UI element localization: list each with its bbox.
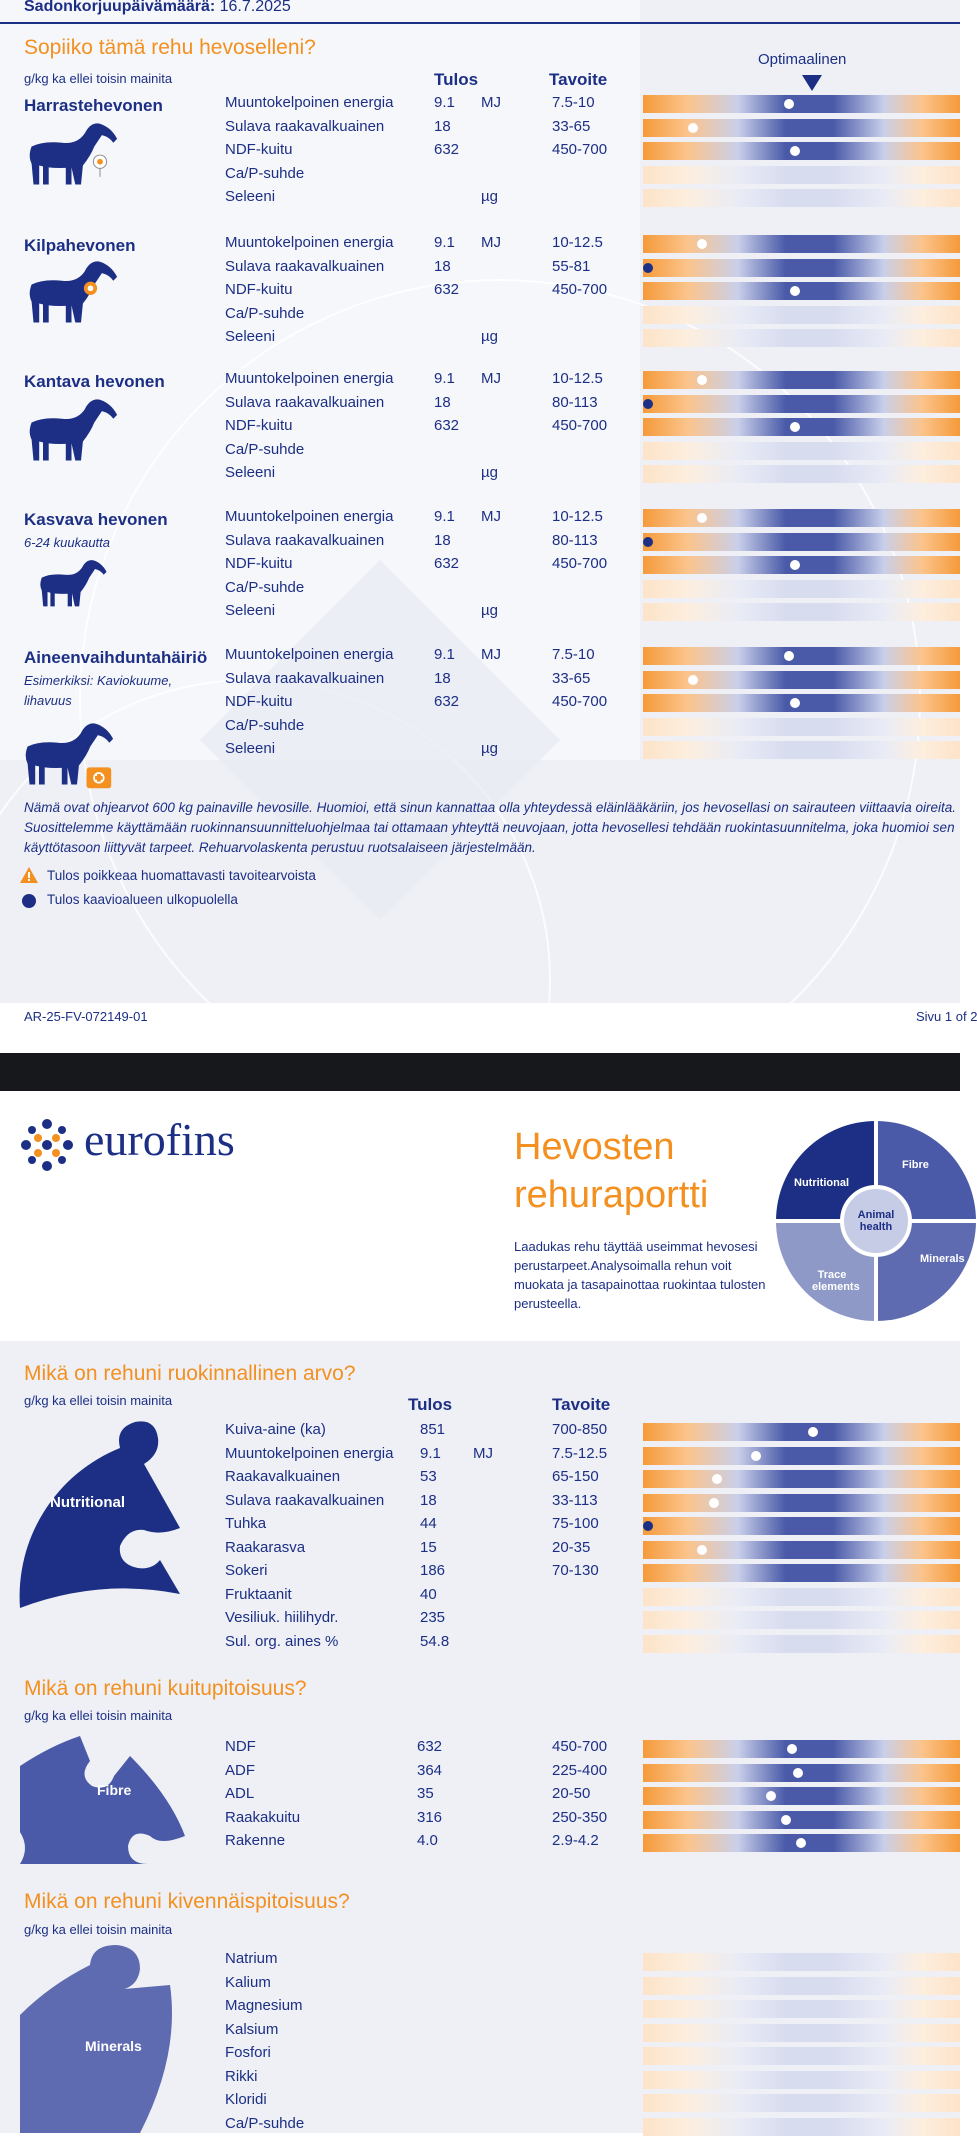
fibre-target: 250-350 bbox=[552, 1808, 608, 1826]
parameter-value: 632 bbox=[434, 417, 460, 434]
parameter-bar-dot bbox=[784, 651, 794, 661]
nutritional-puzzle-icon bbox=[20, 1418, 180, 1608]
nutritional-label: Tuhka bbox=[225, 1515, 267, 1532]
page1-footer-area bbox=[0, 1003, 977, 1053]
nutritional-bar-dot bbox=[709, 1498, 719, 1508]
nutritional-target: 65-150 bbox=[552, 1468, 599, 1485]
nutritional-value: 53 bbox=[420, 1468, 437, 1485]
parameter-label: Seleeni bbox=[225, 740, 276, 757]
horse-icon bbox=[24, 118, 119, 194]
nutritional-label: Muuntokelpoinen energia bbox=[225, 1444, 394, 1462]
parameter-value: 9.1 bbox=[434, 234, 455, 251]
mineral-label: Kalium bbox=[225, 1973, 271, 1991]
eurofins-logo-text: eurofins bbox=[84, 1114, 235, 1165]
fibre-target: 20-50 bbox=[552, 1785, 591, 1802]
nutritional-col-target: Tavoite bbox=[552, 1395, 611, 1414]
fibre-puzzle-label: Fibre bbox=[97, 1782, 132, 1798]
mineral-bar bbox=[643, 1953, 960, 1971]
parameter-target: 7.5-10 bbox=[552, 646, 595, 663]
nutritional-puzzle-label: Nutritional bbox=[50, 1494, 125, 1511]
fibre-value: 4.0 bbox=[417, 1832, 438, 1849]
fibre-bar bbox=[643, 1764, 960, 1782]
parameter-target: 450-700 bbox=[552, 141, 608, 158]
parameter-bar-dot bbox=[790, 560, 800, 570]
nutritional-bar bbox=[643, 1564, 960, 1582]
fibre-bar bbox=[643, 1811, 960, 1829]
mineral-label: Kloridi bbox=[225, 2091, 267, 2108]
nutritional-unit-note: g/kg ka ellei toisin mainita bbox=[24, 1393, 173, 1408]
category-name: Kantava hevonen bbox=[24, 372, 165, 391]
nutritional-col-result: Tulos bbox=[408, 1395, 453, 1414]
parameter-bar bbox=[643, 329, 960, 347]
nutritional-label: Sulava raakavalkuainen bbox=[225, 1491, 385, 1509]
fibre-target: 225-400 bbox=[552, 1761, 608, 1779]
category-name: Kilpahevonen bbox=[24, 236, 136, 255]
fibre-value: 316 bbox=[417, 1808, 443, 1826]
category-name: Kasvava hevonen bbox=[24, 510, 168, 529]
parameter-bar bbox=[643, 418, 960, 436]
nutritional-label: Fruktaanit bbox=[225, 1585, 292, 1603]
parameter-bar-dot bbox=[790, 422, 800, 432]
report-title-line2: rehuraportti bbox=[514, 1174, 709, 1216]
parameter-bar-dot bbox=[688, 123, 698, 133]
harvest-date-line bbox=[24, 0, 291, 16]
parameter-label: Sulava raakavalkuainen bbox=[225, 117, 385, 135]
parameter-value: 9.1 bbox=[434, 94, 455, 111]
nutritional-target: 20-35 bbox=[552, 1538, 591, 1556]
optimal-label: Optimaalinen bbox=[758, 51, 847, 68]
parameter-bar bbox=[643, 142, 960, 160]
parameter-label: Muuntokelpoinen energia bbox=[225, 370, 394, 387]
parameter-label: Muuntokelpoinen energia bbox=[225, 234, 394, 251]
nutritional-target: 70-130 bbox=[552, 1562, 599, 1579]
parameter-unit: µg bbox=[481, 740, 498, 757]
parameter-value: 18 bbox=[434, 531, 451, 549]
nutritional-label: Sokeri bbox=[225, 1562, 268, 1579]
report-title bbox=[514, 1123, 708, 1219]
fibre-bar-dot bbox=[796, 1838, 806, 1848]
nutritional-bar bbox=[643, 1517, 960, 1535]
parameter-value: 632 bbox=[434, 281, 460, 298]
parameter-unit: µg bbox=[481, 602, 498, 619]
report-title-line1: Hevosten bbox=[514, 1126, 675, 1168]
fibre-label: Raakakuitu bbox=[225, 1808, 301, 1826]
mineral-label: Rikki bbox=[225, 2067, 258, 2085]
mineral-label: Fosfori bbox=[225, 2044, 271, 2061]
parameter-value: 9.1 bbox=[434, 646, 455, 663]
footer-report-id: AR-25-FV-072149-01 bbox=[24, 1009, 148, 1024]
parameter-label: Muuntokelpoinen energia bbox=[225, 94, 394, 111]
nutritional-value: 15 bbox=[420, 1538, 437, 1556]
page-separator bbox=[0, 1053, 960, 1091]
parameter-bar bbox=[643, 259, 960, 277]
minerals-puzzle-label: Minerals bbox=[85, 2038, 142, 2054]
fibre-bar bbox=[643, 1787, 960, 1805]
fibre-title: Mikä on rehuni kuitupitoisuus? bbox=[24, 1677, 307, 1700]
optimal-marker-icon bbox=[802, 75, 822, 91]
parameter-bar bbox=[643, 671, 960, 689]
parameter-label: NDF-kuitu bbox=[225, 693, 293, 710]
nutritional-value: 40 bbox=[420, 1585, 437, 1603]
nutritional-bar-dot bbox=[697, 1545, 707, 1555]
parameter-value: 632 bbox=[434, 693, 460, 710]
outside-dot-icon bbox=[21, 893, 37, 909]
puzzle-label-nutritional: Nutritional bbox=[794, 1177, 849, 1189]
nutritional-bar bbox=[643, 1447, 960, 1465]
parameter-target: 80-113 bbox=[552, 393, 598, 411]
harvest-date-value: 16.7.2025 bbox=[219, 0, 291, 15]
fibre-bar-dot bbox=[793, 1768, 803, 1778]
nutritional-bar-dot bbox=[643, 1521, 653, 1531]
mineral-bar bbox=[643, 2094, 960, 2112]
fibre-bar bbox=[643, 1740, 960, 1758]
category-subtitle: Esimerkiksi: Kaviokuume, lihavuus bbox=[24, 673, 173, 708]
nutritional-target: 700-850 bbox=[552, 1421, 608, 1438]
category-name: Aineenvaihduntahäiriö bbox=[24, 648, 208, 667]
parameter-unit: µg bbox=[481, 464, 498, 481]
parameter-bar bbox=[643, 442, 960, 460]
horse-icon bbox=[20, 718, 115, 794]
parameter-bar bbox=[643, 580, 960, 598]
mineral-label: Natrium bbox=[225, 1950, 278, 1967]
puzzle-label-trace: Trace elements bbox=[812, 1269, 860, 1293]
fibre-value: 632 bbox=[417, 1738, 443, 1755]
horse-icon bbox=[36, 556, 108, 614]
parameter-unit: MJ bbox=[481, 370, 501, 387]
parameter-target: 450-700 bbox=[552, 281, 608, 298]
nutritional-bar-dot bbox=[751, 1451, 761, 1461]
report-intro: Laadukas rehu täyttää useimmat hevosesi perustarpeet.Analysoimalla rehun voit muokata ja tasapainottaa ruokintaa tulosten perusteella. bbox=[514, 1239, 766, 1311]
page1-note: Nämä ovat ohjearvot 600 kg painaville hevosille. Huomioi, että sinun kannattaa olla yhteydessä eläinlääkäriin, jos hevosellasi on sairauteen viittaavia oireita. Suosittelemme käyttämään ruokinnansuunnitteluohjelmaa tai ottamaan yhteyttä neuvojaan, jotta hevosellesi tehdään ruokintasuunnitelma, joka huomioi sen käyttötasoon liittyvät tarpeet. Rehuarvolaskenta perustuu ruotsalaiseen järjestelmään. bbox=[24, 800, 957, 855]
parameter-label: NDF-kuitu bbox=[225, 555, 293, 572]
parameter-bar-dot bbox=[697, 513, 707, 523]
footer-page-number: Sivu 1 of 2 bbox=[916, 1009, 977, 1024]
minerals-title: Mikä on rehuni kivennäispitoisuus? bbox=[24, 1890, 350, 1913]
nutritional-bar bbox=[643, 1470, 960, 1488]
nutritional-label: Raakarasva bbox=[225, 1538, 306, 1556]
nutritional-label: Vesiliuk. hiilihydr. bbox=[225, 1609, 339, 1626]
parameter-label: Sulava raakavalkuainen bbox=[225, 257, 385, 275]
parameter-label: Seleeni bbox=[225, 602, 276, 619]
fibre-unit-note: g/kg ka ellei toisin mainita bbox=[24, 1708, 173, 1723]
parameter-bar bbox=[643, 603, 960, 621]
nutritional-bar-dot bbox=[808, 1427, 818, 1437]
parameter-target: 7.5-10 bbox=[552, 94, 595, 111]
nutritional-value: 44 bbox=[420, 1515, 437, 1532]
parameter-label: Seleeni bbox=[225, 464, 276, 481]
report-page-1 bbox=[0, 0, 960, 1003]
parameter-bar-dot bbox=[643, 399, 653, 409]
parameter-label: Seleeni bbox=[225, 188, 276, 205]
fibre-target: 450-700 bbox=[552, 1738, 608, 1755]
parameter-label: NDF-kuitu bbox=[225, 417, 293, 434]
parameter-label: Ca/P-suhde bbox=[225, 440, 305, 458]
parameter-bar bbox=[643, 741, 960, 759]
parameter-label: Sulava raakavalkuainen bbox=[225, 669, 385, 687]
parameter-target: 450-700 bbox=[552, 555, 608, 572]
parameter-target: 55-81 bbox=[552, 257, 591, 275]
parameter-bar bbox=[643, 235, 960, 253]
nutritional-bar bbox=[643, 1611, 960, 1629]
nutritional-value: 54.8 bbox=[420, 1632, 450, 1650]
parameter-bar bbox=[643, 556, 960, 574]
col-target-header: Tavoite bbox=[549, 70, 608, 89]
parameter-label: Muuntokelpoinen energia bbox=[225, 646, 394, 663]
mineral-label: Kalsium bbox=[225, 2020, 279, 2038]
mineral-bar bbox=[643, 1977, 960, 1995]
parameter-label: Sulava raakavalkuainen bbox=[225, 531, 385, 549]
harvest-date-label: Sadonkorjuupäivämäärä: bbox=[24, 0, 216, 15]
mineral-label: Magnesium bbox=[225, 1997, 303, 2014]
header-rule bbox=[0, 22, 960, 24]
col-result-header: Tulos bbox=[434, 70, 479, 89]
parameter-label: Sulava raakavalkuainen bbox=[225, 393, 385, 411]
nutritional-value: 851 bbox=[420, 1421, 446, 1438]
nutritional-bar bbox=[643, 1635, 960, 1653]
parameter-bar bbox=[643, 465, 960, 483]
parameter-value: 18 bbox=[434, 393, 451, 411]
nutritional-bar-dot bbox=[712, 1474, 722, 1484]
parameter-label: Ca/P-suhde bbox=[225, 578, 305, 596]
parameter-bar bbox=[643, 306, 960, 324]
nutritional-target: 33-113 bbox=[552, 1491, 598, 1509]
mineral-bar bbox=[643, 2047, 960, 2065]
eurofins-logo-icon bbox=[20, 1118, 74, 1172]
nutritional-label: Raakavalkuainen bbox=[225, 1468, 341, 1485]
parameter-bar-dot bbox=[790, 698, 800, 708]
mineral-bar bbox=[643, 2000, 960, 2018]
nutritional-bar bbox=[643, 1423, 960, 1441]
puzzle-label-animal-health: Animal health bbox=[857, 1209, 895, 1233]
parameter-bar-dot bbox=[697, 239, 707, 249]
parameter-target: 450-700 bbox=[552, 693, 608, 710]
parameter-target: 33-65 bbox=[552, 117, 591, 135]
parameter-value: 9.1 bbox=[434, 370, 455, 387]
category-name: Harrastehevonen bbox=[24, 96, 163, 115]
category-subtitle: 6-24 kuukautta bbox=[24, 535, 111, 550]
parameter-target: 33-65 bbox=[552, 669, 591, 687]
fibre-puzzle-icon bbox=[20, 1736, 190, 1866]
fibre-value: 35 bbox=[417, 1785, 434, 1802]
fibre-label: Rakenne bbox=[225, 1832, 286, 1849]
mineral-bar bbox=[643, 2071, 960, 2089]
parameter-bar bbox=[643, 509, 960, 527]
parameter-bar bbox=[643, 282, 960, 300]
horse-icon bbox=[24, 394, 119, 470]
nutritional-label: Sul. org. aines % bbox=[225, 1632, 339, 1650]
parameter-unit: µg bbox=[481, 328, 498, 345]
parameter-unit: MJ bbox=[481, 646, 501, 663]
puzzle-label-minerals: Minerals bbox=[920, 1253, 965, 1265]
fibre-label: ADL bbox=[225, 1785, 255, 1802]
parameter-label: NDF-kuitu bbox=[225, 141, 293, 158]
parameter-unit: MJ bbox=[481, 234, 501, 251]
nutritional-bar bbox=[643, 1588, 960, 1606]
parameter-label: Muuntokelpoinen energia bbox=[225, 508, 394, 525]
parameter-bar-dot bbox=[790, 286, 800, 296]
nutritional-unit: MJ bbox=[473, 1444, 493, 1462]
fibre-target: 2.9-4.2 bbox=[552, 1832, 599, 1849]
parameter-target: 10-12.5 bbox=[552, 234, 603, 251]
parameter-bar-dot bbox=[643, 263, 653, 273]
parameter-unit: MJ bbox=[481, 94, 501, 111]
parameter-target: 450-700 bbox=[552, 417, 608, 434]
page1-title: Sopiiko tämä rehu hevoselleni? bbox=[24, 36, 316, 59]
parameter-bar-dot bbox=[643, 537, 653, 547]
fibre-bar-dot bbox=[787, 1744, 797, 1754]
parameter-bar bbox=[643, 166, 960, 184]
mineral-bar bbox=[643, 2024, 960, 2042]
parameter-bar bbox=[643, 647, 960, 665]
mineral-bar bbox=[643, 2118, 960, 2136]
parameter-value: 9.1 bbox=[434, 508, 455, 525]
nutritional-value: 186 bbox=[420, 1562, 446, 1579]
nutritional-bar bbox=[643, 1541, 960, 1559]
puzzle-label-fibre: Fibre bbox=[902, 1159, 929, 1171]
parameter-value: 18 bbox=[434, 117, 451, 135]
parameter-value: 18 bbox=[434, 257, 451, 275]
nutritional-value: 9.1 bbox=[420, 1444, 441, 1462]
parameter-target: 80-113 bbox=[552, 531, 598, 549]
parameter-unit: µg bbox=[481, 188, 498, 205]
parameter-bar bbox=[643, 395, 960, 413]
parameter-value: 632 bbox=[434, 141, 460, 158]
parameter-bar bbox=[643, 95, 960, 113]
parameter-label: Ca/P-suhde bbox=[225, 304, 305, 322]
nutritional-title: Mikä on rehuni ruokinnallinen arvo? bbox=[24, 1362, 356, 1385]
nutritional-target: 75-100 bbox=[552, 1515, 599, 1532]
parameter-label: Ca/P-suhde bbox=[225, 164, 305, 182]
parameter-target: 10-12.5 bbox=[552, 508, 603, 525]
parameter-bar bbox=[643, 533, 960, 551]
legend-warning-text: Tulos poikkeaa huomattavasti tavoitearvoista bbox=[47, 868, 316, 883]
fibre-bar bbox=[643, 1834, 960, 1852]
parameter-value: 18 bbox=[434, 669, 451, 687]
parameter-bar bbox=[643, 694, 960, 712]
parameter-bar-dot bbox=[784, 99, 794, 109]
nutritional-value: 18 bbox=[420, 1491, 437, 1509]
parameter-label: Ca/P-suhde bbox=[225, 716, 305, 734]
legend-outside-text: Tulos kaavioalueen ulkopuolella bbox=[47, 892, 238, 907]
parameter-bar bbox=[643, 371, 960, 389]
parameter-bar-dot bbox=[697, 375, 707, 385]
parameter-bar-dot bbox=[688, 675, 698, 685]
parameter-label: Seleeni bbox=[225, 328, 276, 345]
parameter-label: NDF-kuitu bbox=[225, 281, 293, 298]
parameter-unit: MJ bbox=[481, 508, 501, 525]
fibre-bar-dot bbox=[781, 1815, 791, 1825]
fibre-label: NDF bbox=[225, 1738, 256, 1755]
parameter-target: 10-12.5 bbox=[552, 370, 603, 387]
warning-icon bbox=[20, 867, 38, 883]
nutritional-target: 7.5-12.5 bbox=[552, 1444, 608, 1462]
parameter-value: 632 bbox=[434, 555, 460, 572]
nutritional-label: Kuiva-aine (ka) bbox=[225, 1421, 326, 1438]
fibre-value: 364 bbox=[417, 1761, 443, 1779]
page1-unit-note: g/kg ka ellei toisin mainita bbox=[24, 71, 173, 86]
nutritional-bar bbox=[643, 1494, 960, 1512]
fibre-label: ADF bbox=[225, 1761, 255, 1779]
parameter-bar-dot bbox=[790, 146, 800, 156]
nutritional-value: 235 bbox=[420, 1609, 446, 1626]
minerals-unit-note: g/kg ka ellei toisin mainita bbox=[24, 1922, 173, 1937]
mineral-label: Ca/P-suhde bbox=[225, 2114, 305, 2132]
fibre-bar-dot bbox=[766, 1791, 776, 1801]
parameter-bar bbox=[643, 189, 960, 207]
parameter-bar bbox=[643, 718, 960, 736]
parameter-bar bbox=[643, 119, 960, 137]
horse-icon bbox=[24, 256, 119, 332]
